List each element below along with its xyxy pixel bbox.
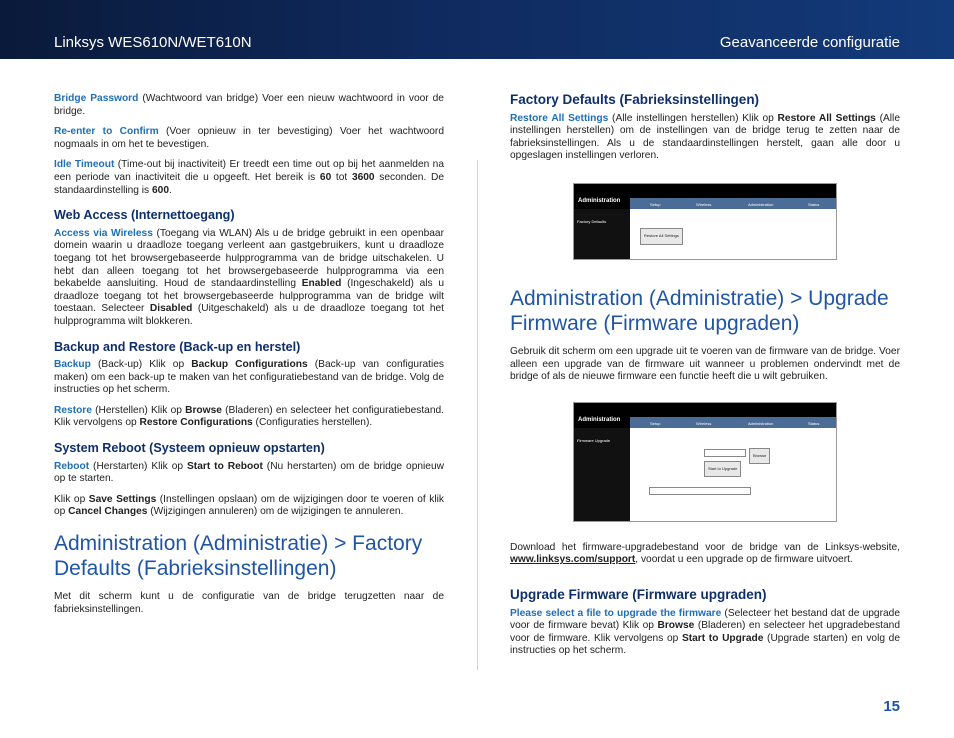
file-path-field[interactable] xyxy=(704,449,746,457)
access-wireless-para: Access via Wireless (Toegang via WLAN) Als u de bridge gebruikt in een openbaar domein waarin u draadloze toegang verleent aan gastgebruikers, kunt u draadloze toegang tot het browsergebaseerde hulpprogramma van de bridge uitschakelen. U hebt dan alleen toegang tot het browsergebaseerde hulpprogramma via een bekabelde aansluiting. Houd de standaardinstelling Enabled (Ingeschakeld) als u draadloze toegang tot het browsergebaseerde hulpprogramma van de bridge wilt toestaan. Selecteer Disabled (Uitgeschakeld) als u de draadloze toegang tot het hulpprogramma wilt blokkeren. xyxy=(54,227,444,327)
right-column xyxy=(510,84,900,666)
backup-para: Backup (Back-up) Klik op Backup Configurations (Back-up van configuraties maken) om een back-up te maken van het configuratiebestand van de bridge. Volg de instructies op het scherm. xyxy=(54,359,444,396)
reenter-para: Re-enter to Confirm (Voer opnieuw in ter bevestiging) Voer het wachtwoord nogmaals in om het te bevestigen. xyxy=(54,126,444,150)
upgrade-firmware-screenshot: Administration Setup Wireless Administration Status Firmware Upgrade Browse Start to Upgrade xyxy=(573,402,837,522)
heading-backup-restore: Backup and Restore (Back-up en herstel) xyxy=(54,339,301,354)
heading-factory-defaults: Factory Defaults (Fabrieksinstellingen) xyxy=(510,92,760,107)
upgrade-progress-bar xyxy=(649,487,751,495)
heading-system-reboot: System Reboot (Systeem opnieuw opstarten) xyxy=(54,441,325,456)
page-header xyxy=(0,0,954,59)
page-number: 15 xyxy=(883,698,900,715)
heading-factory-defaults-section: Administration (Administratie) > Factory Defaults (Fabrieksinstellingen) xyxy=(54,532,423,581)
restore-all-para: Restore All Settings (Alle instellingen herstellen) Klik op Restore All Settings (Alle instellingen herstellen) om de instellingen van de bridge terug te zetten naar de fabrieksinstellingen. Als u de standaardinstellingen herstelt, gaan alle door u opgeslagen instellingen verloren. xyxy=(510,112,900,162)
factory-intro-para: Met dit scherm kunt u de configuratie van de bridge terugzetten naar de fabrieksinstellingen. xyxy=(54,591,444,615)
browse-button[interactable]: Browse xyxy=(749,448,770,465)
restore-all-settings-button[interactable]: Restore All Settings xyxy=(640,228,683,245)
column-divider xyxy=(477,160,478,670)
heading-upgrade-firmware-section: Administration (Administratie) > Upgrade Firmware (Firmware upgraden) xyxy=(510,286,889,335)
upgrade-intro-para: Gebruik dit scherm om een upgrade uit te voeren van de firmware van de bridge. Voer alleen een upgrade van de firmware uit wanneer u problemen ondervindt met de bridge of als de nieuwe firmware een functie heeft die u wilt gebruiken. xyxy=(510,345,900,383)
left-column xyxy=(54,93,444,624)
product-title: Linksys WES610N/WET610N xyxy=(54,34,252,51)
bridge-password-para: Bridge Password (Wachtwoord van bridge) Voer een nieuw wachtwoord in voor de bridge. xyxy=(54,93,444,117)
reboot-para: Reboot (Herstarten) Klik op Start to Reboot (Nu herstarten) om de bridge opnieuw op te starten. xyxy=(54,460,444,485)
restore-para: Restore (Herstellen) Klik op Browse (Bladeren) en selecteer het configuratiebestand. Klik vervolgens op Restore Configurations (Configuraties herstellen). xyxy=(54,404,444,429)
section-title: Geavanceerde configuratie xyxy=(719,34,900,51)
start-upgrade-button[interactable]: Start to Upgrade xyxy=(704,461,741,478)
download-para: Download het firmware-upgradebestand voor de bridge van de Linksys-website, www.linksys.com/support, voordat u een upgrade op de firmware uitvoert. xyxy=(510,541,900,566)
save-settings-para: Klik op Save Settings (Instellingen opslaan) om de wijzigingen door te voeren of klik op Cancel Changes (Wijzigingen annuleren) om de wijzigingen te annuleren. xyxy=(54,493,444,518)
linksys-support-link[interactable]: www.linksys.com/support xyxy=(510,554,636,566)
factory-defaults-screenshot: Administration Setup Wireless Administration Status Factory Defaults Restore All Settings xyxy=(573,183,837,260)
heading-upgrade-firmware: Upgrade Firmware (Firmware upgraden) xyxy=(510,586,767,602)
select-file-para: Please select a file to upgrade the firmware (Selecteer het bestand dat de upgrade voor de firmware bevat) Klik op Browse (Bladeren) en selecteer het upgradebestand voor de firmware. Klik vervolgens op Start to Upgrade (Upgrade starten) en volg de instructies op het scherm. xyxy=(510,607,901,657)
heading-web-access: Web Access (Internettoegang) xyxy=(54,208,235,223)
idle-timeout-para: Idle Timeout (Time-out bij inactiviteit) Er treedt een time out op bij het aanmelden na een periode van inactiviteit die u opgeeft. Het bereik is 60 tot 3600 seconden. De standaardinstelling is 600. xyxy=(54,159,445,196)
